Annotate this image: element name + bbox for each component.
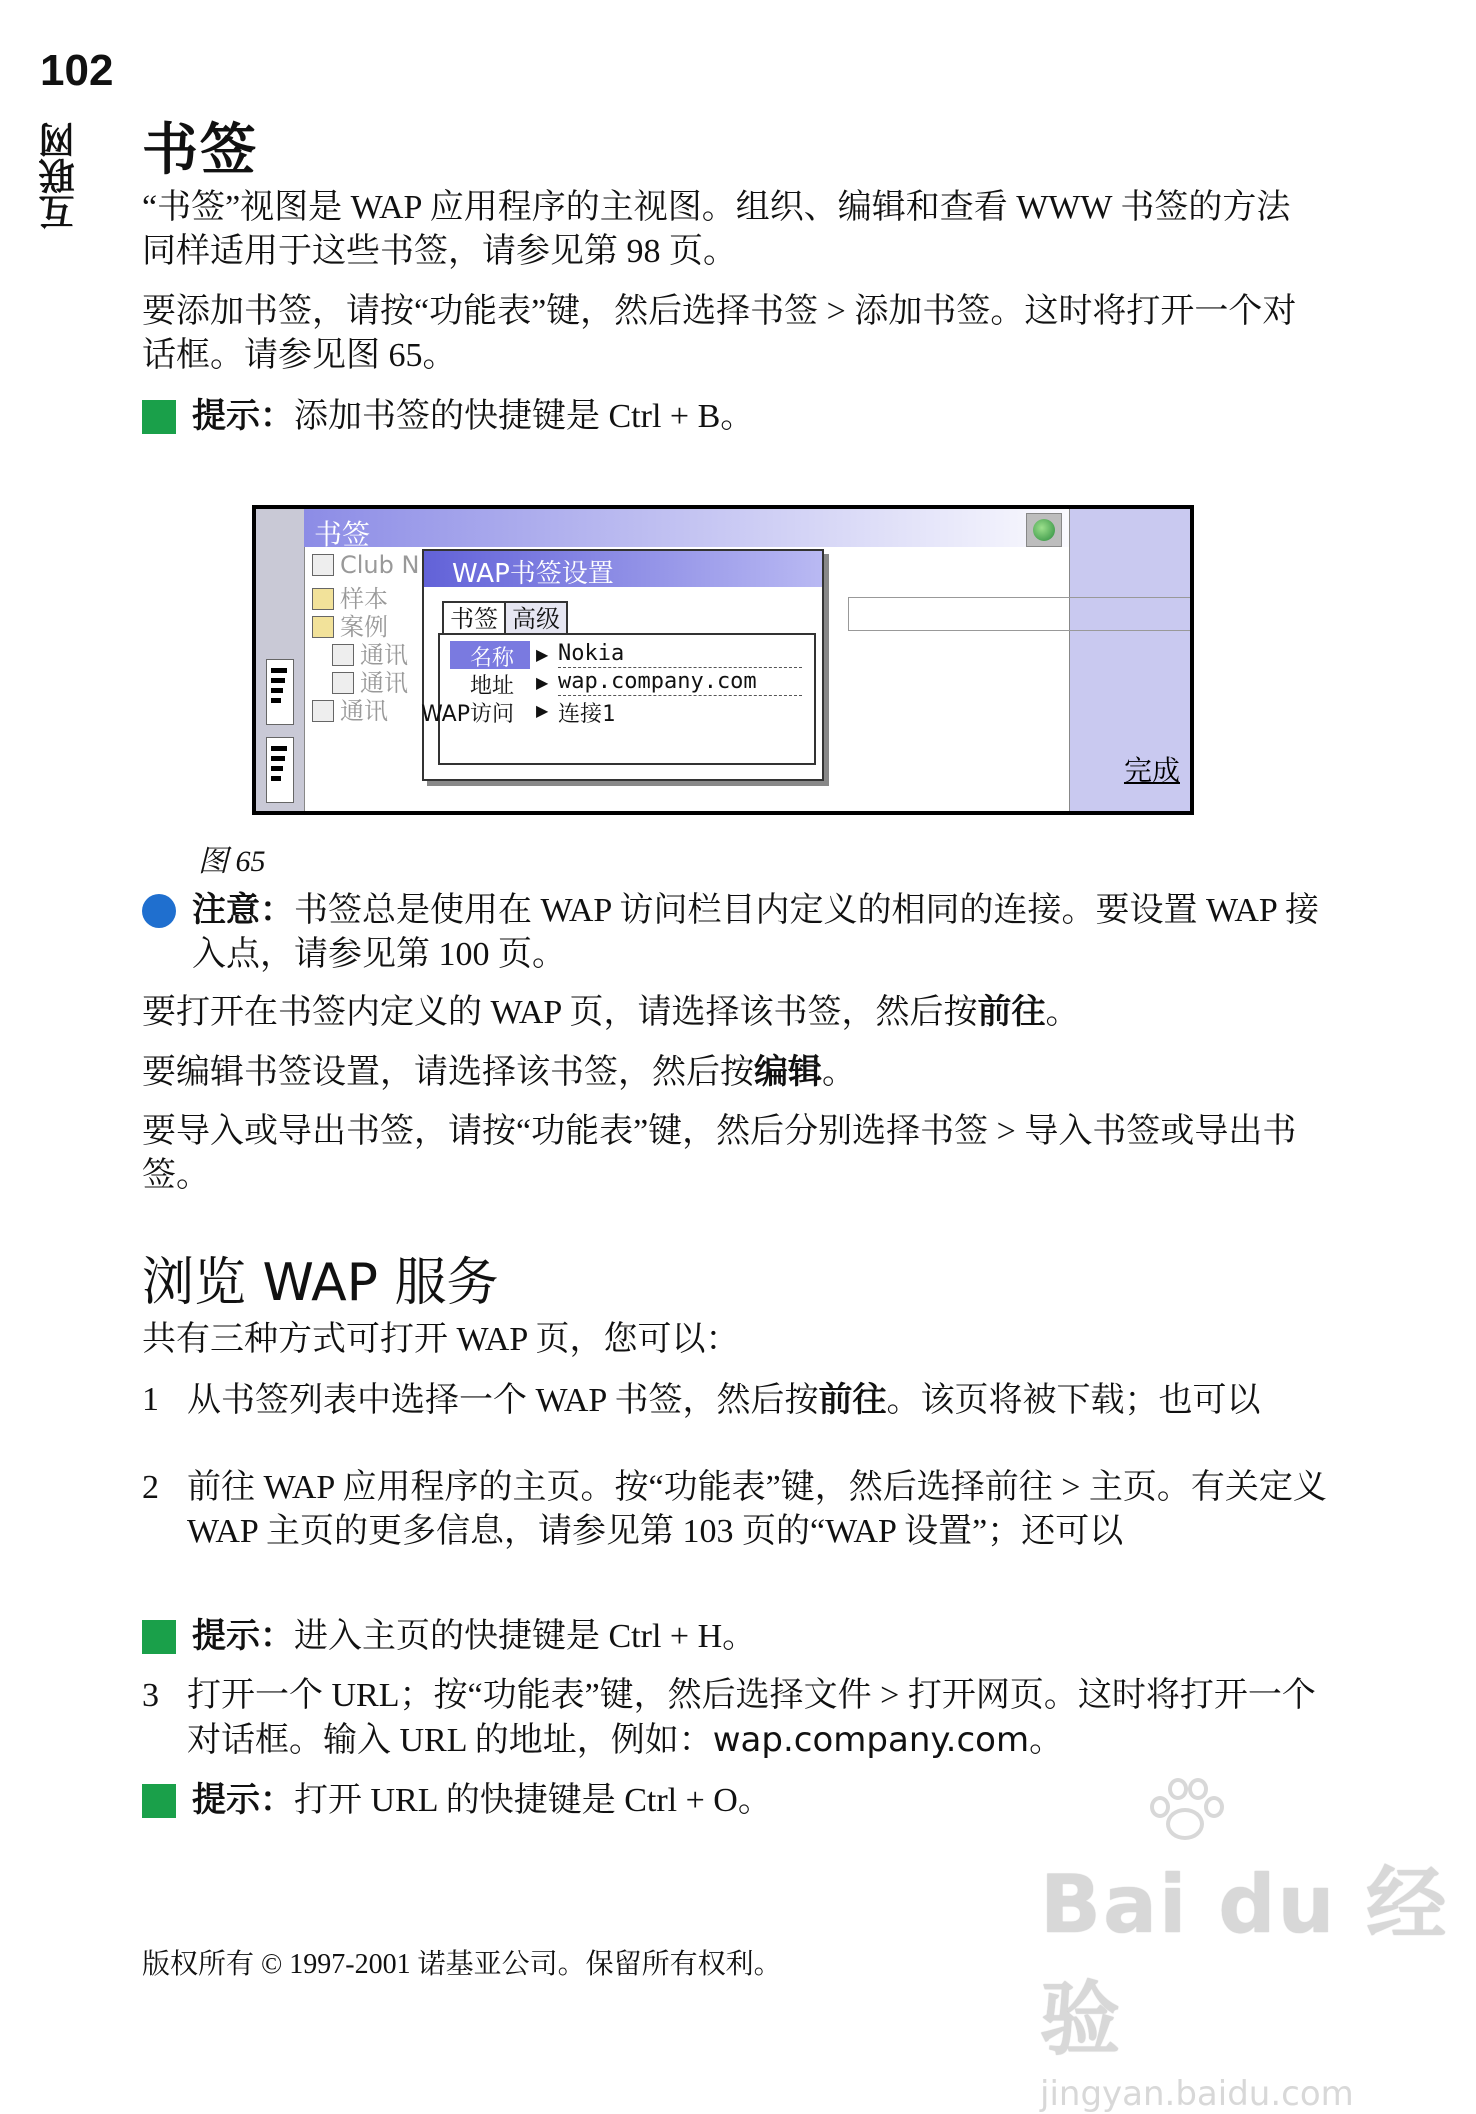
list-item[interactable]: 通讯 <box>332 635 408 670</box>
paragraph-add-bookmark: 要添加书签，请按“功能表”键，然后选择书签 > 添加书签。这时将打开一个对话框。请参见图 65。 <box>142 293 1297 374</box>
field-label-address: 地址 <box>469 674 514 699</box>
tip-label: 提示： <box>192 396 294 436</box>
field-underline <box>558 695 802 696</box>
list-item-3: 打开一个 URL；按“功能表”键，然后选择文件 > 打开网页。这时将打开一个对话框。输入 URL 的地址，例如：wap.company.com。 <box>187 1677 1316 1760</box>
bookmark-icon <box>312 700 334 722</box>
list-number: 2 <box>142 1469 159 1506</box>
arrow-right-icon: ▶ <box>536 647 549 664</box>
paw-logo-icon <box>1150 1778 1220 1838</box>
note-block <box>192 888 1322 977</box>
arrow-right-icon: ▶ <box>536 675 549 692</box>
list-item[interactable]: Club N <box>312 551 419 579</box>
tip-add-bookmark <box>192 394 1332 439</box>
dialog-title: WAP书签设置 <box>452 559 614 589</box>
list-item[interactable]: 案例 <box>312 607 388 642</box>
copyright-footer: 版权所有 © 1997-2001 诺基亚公司。保留所有权利。 <box>142 1949 782 1980</box>
figure-caption: 图 65 <box>198 845 266 878</box>
done-button[interactable]: 完成 <box>1123 754 1180 787</box>
field-label-name: 名称 <box>469 646 514 671</box>
note-label: 注意： <box>192 890 294 930</box>
list-item-1: 从书签列表中选择一个 WAP 书签，然后按前往。该页将被下载；也可以 <box>187 1380 1261 1420</box>
field-label-wap-access: WAP访问 <box>421 702 514 727</box>
paragraph-import-export: 要导入或导出书签，请按“功能表”键，然后分别选择书签 > 导入书签或导出书签。 <box>142 1113 1297 1194</box>
dialog-form <box>421 633 816 765</box>
field-value-address[interactable]: wap.company.com <box>558 669 757 694</box>
baidu-watermark <box>1040 1840 1476 2114</box>
tip-square-icon <box>142 1784 176 1818</box>
tab-bookmark[interactable]: 书签 <box>442 601 506 635</box>
status-strip <box>256 509 305 811</box>
window-title: 书签 <box>314 518 371 551</box>
background-field <box>848 597 1194 631</box>
note-text: 书签总是使用在 WAP 访问栏目内定义的相同的连接。要设置 WAP 接入点，请参见第 100 页。 <box>192 892 1320 973</box>
window-titlebar <box>304 509 1104 547</box>
figure-screenshot <box>252 505 1194 815</box>
arrow-right-icon: ▶ <box>536 703 549 720</box>
chapter-side-label: 互联网 <box>39 122 80 230</box>
tip-text: 添加书签的快捷键是 Ctrl + B。 <box>294 398 755 435</box>
paragraph-edit-bookmark: 要编辑书签设置，请选择该书签，然后按编辑。 <box>142 1052 856 1092</box>
list-item[interactable]: 通讯 <box>332 663 408 698</box>
list-number: 1 <box>142 1381 159 1418</box>
battery-level-icon <box>266 737 294 803</box>
tip-home-shortcut: 提示：进入主页的快捷键是 Ctrl + H。 <box>192 1616 757 1656</box>
list-number: 3 <box>142 1677 159 1714</box>
softkey-panel <box>1069 509 1190 811</box>
watermark-logo: Bai du 经验 <box>1040 1858 1449 2066</box>
watermark-url: jingyan.baidu.com <box>1040 2074 1354 2114</box>
list-item-2: 前往 WAP 应用程序的主页。按“功能表”键，然后选择前往 > 主页。有关定义 WAP 主页的更多信息，请参见第 103 页的“WAP 设置”；还可以 <box>187 1469 1327 1550</box>
section-title-browse-wap: 浏览 WAP 服务 <box>142 1253 499 1313</box>
paragraph-bookmarks-view: “书签”视图是 WAP 应用程序的主视图。组织、编辑和查看 WWW 书签的方法同样适用于这些书签，请参见第 98 页。 <box>142 189 1291 270</box>
page-number: 102 <box>40 46 114 95</box>
dialog-titlebar <box>424 551 822 587</box>
bookmark-settings-dialog <box>422 549 824 781</box>
section-title-bookmarks: 书签 <box>142 118 258 183</box>
tab-advanced[interactable]: 高级 <box>504 601 568 635</box>
note-circle-icon <box>142 894 176 928</box>
field-underline <box>558 667 802 668</box>
tip-square-icon <box>142 400 176 434</box>
list-item[interactable]: 样本 <box>312 579 388 614</box>
field-value-wap-access[interactable]: 连接1 <box>558 702 616 727</box>
paragraph-open-wap-page: 要打开在书签内定义的 WAP 页，请选择该书签，然后按前往。 <box>142 992 1080 1032</box>
tip-square-icon <box>142 1620 176 1654</box>
tip-open-url-shortcut: 提示：打开 URL 的快捷键是 Ctrl + O。 <box>192 1780 772 1820</box>
signal-strength-icon <box>266 659 294 725</box>
open-folder-icon <box>312 616 334 638</box>
bookmark-icon <box>312 554 334 576</box>
field-value-name[interactable]: Nokia <box>558 641 625 666</box>
list-item[interactable]: 通讯 <box>312 691 388 726</box>
paragraph-three-ways: 共有三种方式可打开 WAP 页，您可以： <box>142 1321 740 1358</box>
globe-icon[interactable] <box>1026 513 1062 547</box>
